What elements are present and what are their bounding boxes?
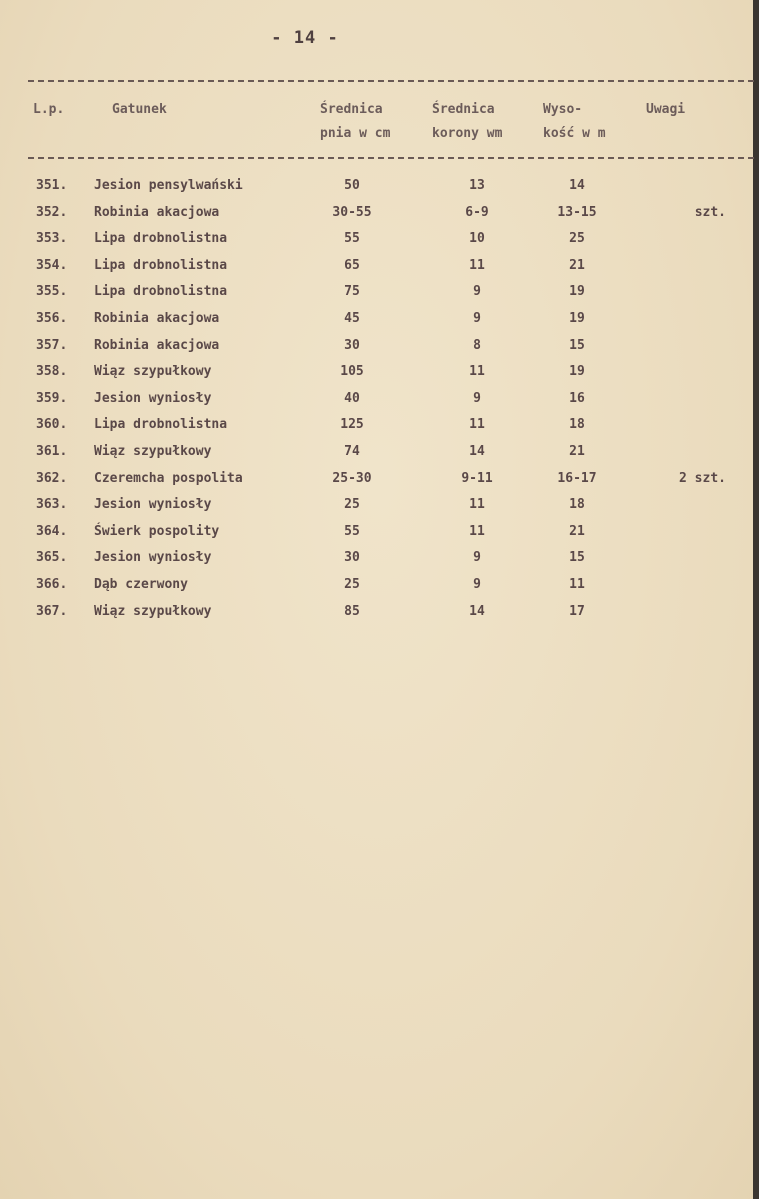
tree-height: 21 (569, 523, 585, 539)
row-number: 355. (36, 284, 68, 300)
row-number: 358. (36, 364, 68, 380)
header-lp: L.p. (33, 102, 65, 117)
row-number: 352. (36, 204, 68, 220)
crown-diameter: 14 (469, 443, 485, 459)
header-trunk-diameter (320, 98, 390, 146)
table-row (0, 254, 759, 281)
table-row (0, 280, 759, 307)
row-number: 367. (36, 603, 68, 619)
header-uwagi: Uwagi (646, 102, 686, 117)
crown-diameter: 13 (469, 178, 485, 193)
crown-diameter: 11 (469, 497, 485, 513)
species-name: Dąb czerwony (94, 576, 188, 592)
tree-height: 14 (569, 178, 585, 193)
trunk-diameter: 74 (344, 443, 360, 459)
row-number: 353. (36, 231, 68, 247)
header-height (543, 98, 606, 146)
trunk-diameter: 30-55 (332, 204, 372, 220)
species-name: Robinia akacjowa (94, 310, 220, 326)
species-name: Lipa drobnolistna (94, 417, 228, 433)
tree-height: 25 (569, 231, 585, 247)
species-name: Lipa drobnolistna (94, 231, 228, 247)
row-number: 361. (36, 443, 68, 459)
row-number: 364. (36, 523, 68, 539)
tree-height: 13-15 (557, 204, 597, 220)
species-name: Jesion pensylwański (94, 178, 243, 193)
row-number: 354. (36, 257, 68, 273)
trunk-diameter: 25 (344, 576, 360, 592)
table-row (0, 546, 759, 573)
table-row (0, 440, 759, 467)
trunk-diameter: 40 (344, 390, 360, 406)
table-row (0, 387, 759, 414)
species-name: Wiąz szypułkowy (94, 603, 212, 619)
tree-table-body (0, 174, 759, 626)
species-name: Robinia akacjowa (94, 337, 220, 353)
species-name: Lipa drobnolistna (94, 284, 228, 300)
row-number: 356. (36, 310, 68, 326)
header-height-line1: Wyso- (543, 102, 583, 117)
table-row (0, 573, 759, 600)
species-name: Jesion wyniosły (94, 550, 212, 566)
species-name: Wiąz szypułkowy (94, 364, 212, 380)
header-crown-diameter (432, 98, 502, 146)
table-row (0, 201, 759, 228)
table-row (0, 334, 759, 361)
tree-height: 18 (569, 497, 585, 513)
species-name: Robinia akacjowa (94, 204, 220, 220)
crown-diameter: 9 (473, 310, 481, 326)
species-name: Jesion wyniosły (94, 390, 212, 406)
crown-diameter: 10 (469, 231, 485, 247)
header-rule (28, 157, 754, 159)
table-row (0, 413, 759, 440)
crown-diameter: 11 (469, 417, 485, 433)
top-rule (28, 80, 754, 82)
table-row (0, 227, 759, 254)
tree-height: 21 (569, 443, 585, 459)
trunk-diameter: 125 (340, 417, 364, 433)
tree-height: 16 (569, 390, 585, 406)
row-number: 362. (36, 470, 68, 486)
header-gatunek: Gatunek (112, 102, 167, 117)
crown-diameter: 9 (473, 576, 481, 592)
species-name: Lipa drobnolistna (94, 257, 228, 273)
tree-height: 19 (569, 284, 585, 300)
crown-diameter: 14 (469, 603, 485, 619)
crown-diameter: 9-11 (461, 470, 493, 486)
trunk-diameter: 30 (344, 337, 360, 353)
tree-height: 15 (569, 337, 585, 353)
crown-diameter: 11 (469, 364, 485, 380)
crown-diameter: 11 (469, 257, 485, 273)
crown-diameter: 9 (473, 550, 481, 566)
remarks: szt. (694, 204, 726, 220)
tree-height: 16-17 (557, 470, 597, 486)
trunk-diameter: 50 (344, 178, 360, 193)
header-crown-diameter-line2: korony wm (432, 126, 503, 141)
row-number: 363. (36, 497, 68, 513)
trunk-diameter: 45 (344, 310, 360, 326)
row-number: 359. (36, 390, 68, 406)
table-row (0, 307, 759, 334)
tree-height: 11 (569, 576, 585, 592)
header-height-line2: kość w m (543, 126, 606, 141)
trunk-diameter: 25-30 (332, 470, 372, 486)
table-row (0, 520, 759, 547)
row-number: 357. (36, 337, 68, 353)
tree-height: 19 (569, 364, 585, 380)
tree-height: 15 (569, 550, 585, 566)
row-number: 351. (36, 178, 68, 193)
table-row (0, 493, 759, 520)
crown-diameter: 9 (473, 284, 481, 300)
crown-diameter: 9 (473, 390, 481, 406)
table-row (0, 360, 759, 387)
tree-height: 21 (569, 257, 585, 273)
tree-height: 17 (569, 603, 585, 619)
trunk-diameter: 55 (344, 231, 360, 247)
tree-height: 18 (569, 417, 585, 433)
species-name: Wiąz szypułkowy (94, 443, 212, 459)
trunk-diameter: 85 (344, 603, 360, 619)
trunk-diameter: 65 (344, 257, 360, 273)
header-trunk-diameter-line1: Średnica (320, 102, 383, 117)
crown-diameter: 6-9 (465, 204, 489, 220)
trunk-diameter: 105 (340, 364, 364, 380)
row-number: 366. (36, 576, 68, 592)
species-name: Jesion wyniosły (94, 497, 212, 513)
trunk-diameter: 55 (344, 523, 360, 539)
trunk-diameter: 25 (344, 497, 360, 513)
crown-diameter: 8 (473, 337, 481, 353)
header-crown-diameter-line1: Średnica (432, 102, 495, 117)
table-row (0, 467, 759, 494)
page-number: - 14 - (271, 28, 339, 48)
row-number: 365. (36, 550, 68, 566)
row-number: 360. (36, 417, 68, 433)
table-row (0, 600, 759, 627)
species-name: Czeremcha pospolita (94, 470, 243, 486)
table-row (0, 174, 759, 201)
remarks: 2 szt. (679, 470, 726, 486)
species-name: Świerk pospolity (94, 523, 220, 539)
tree-height: 19 (569, 310, 585, 326)
crown-diameter: 11 (469, 523, 485, 539)
trunk-diameter: 75 (344, 284, 360, 300)
trunk-diameter: 30 (344, 550, 360, 566)
header-trunk-diameter-line2: pnia w cm (320, 126, 391, 141)
